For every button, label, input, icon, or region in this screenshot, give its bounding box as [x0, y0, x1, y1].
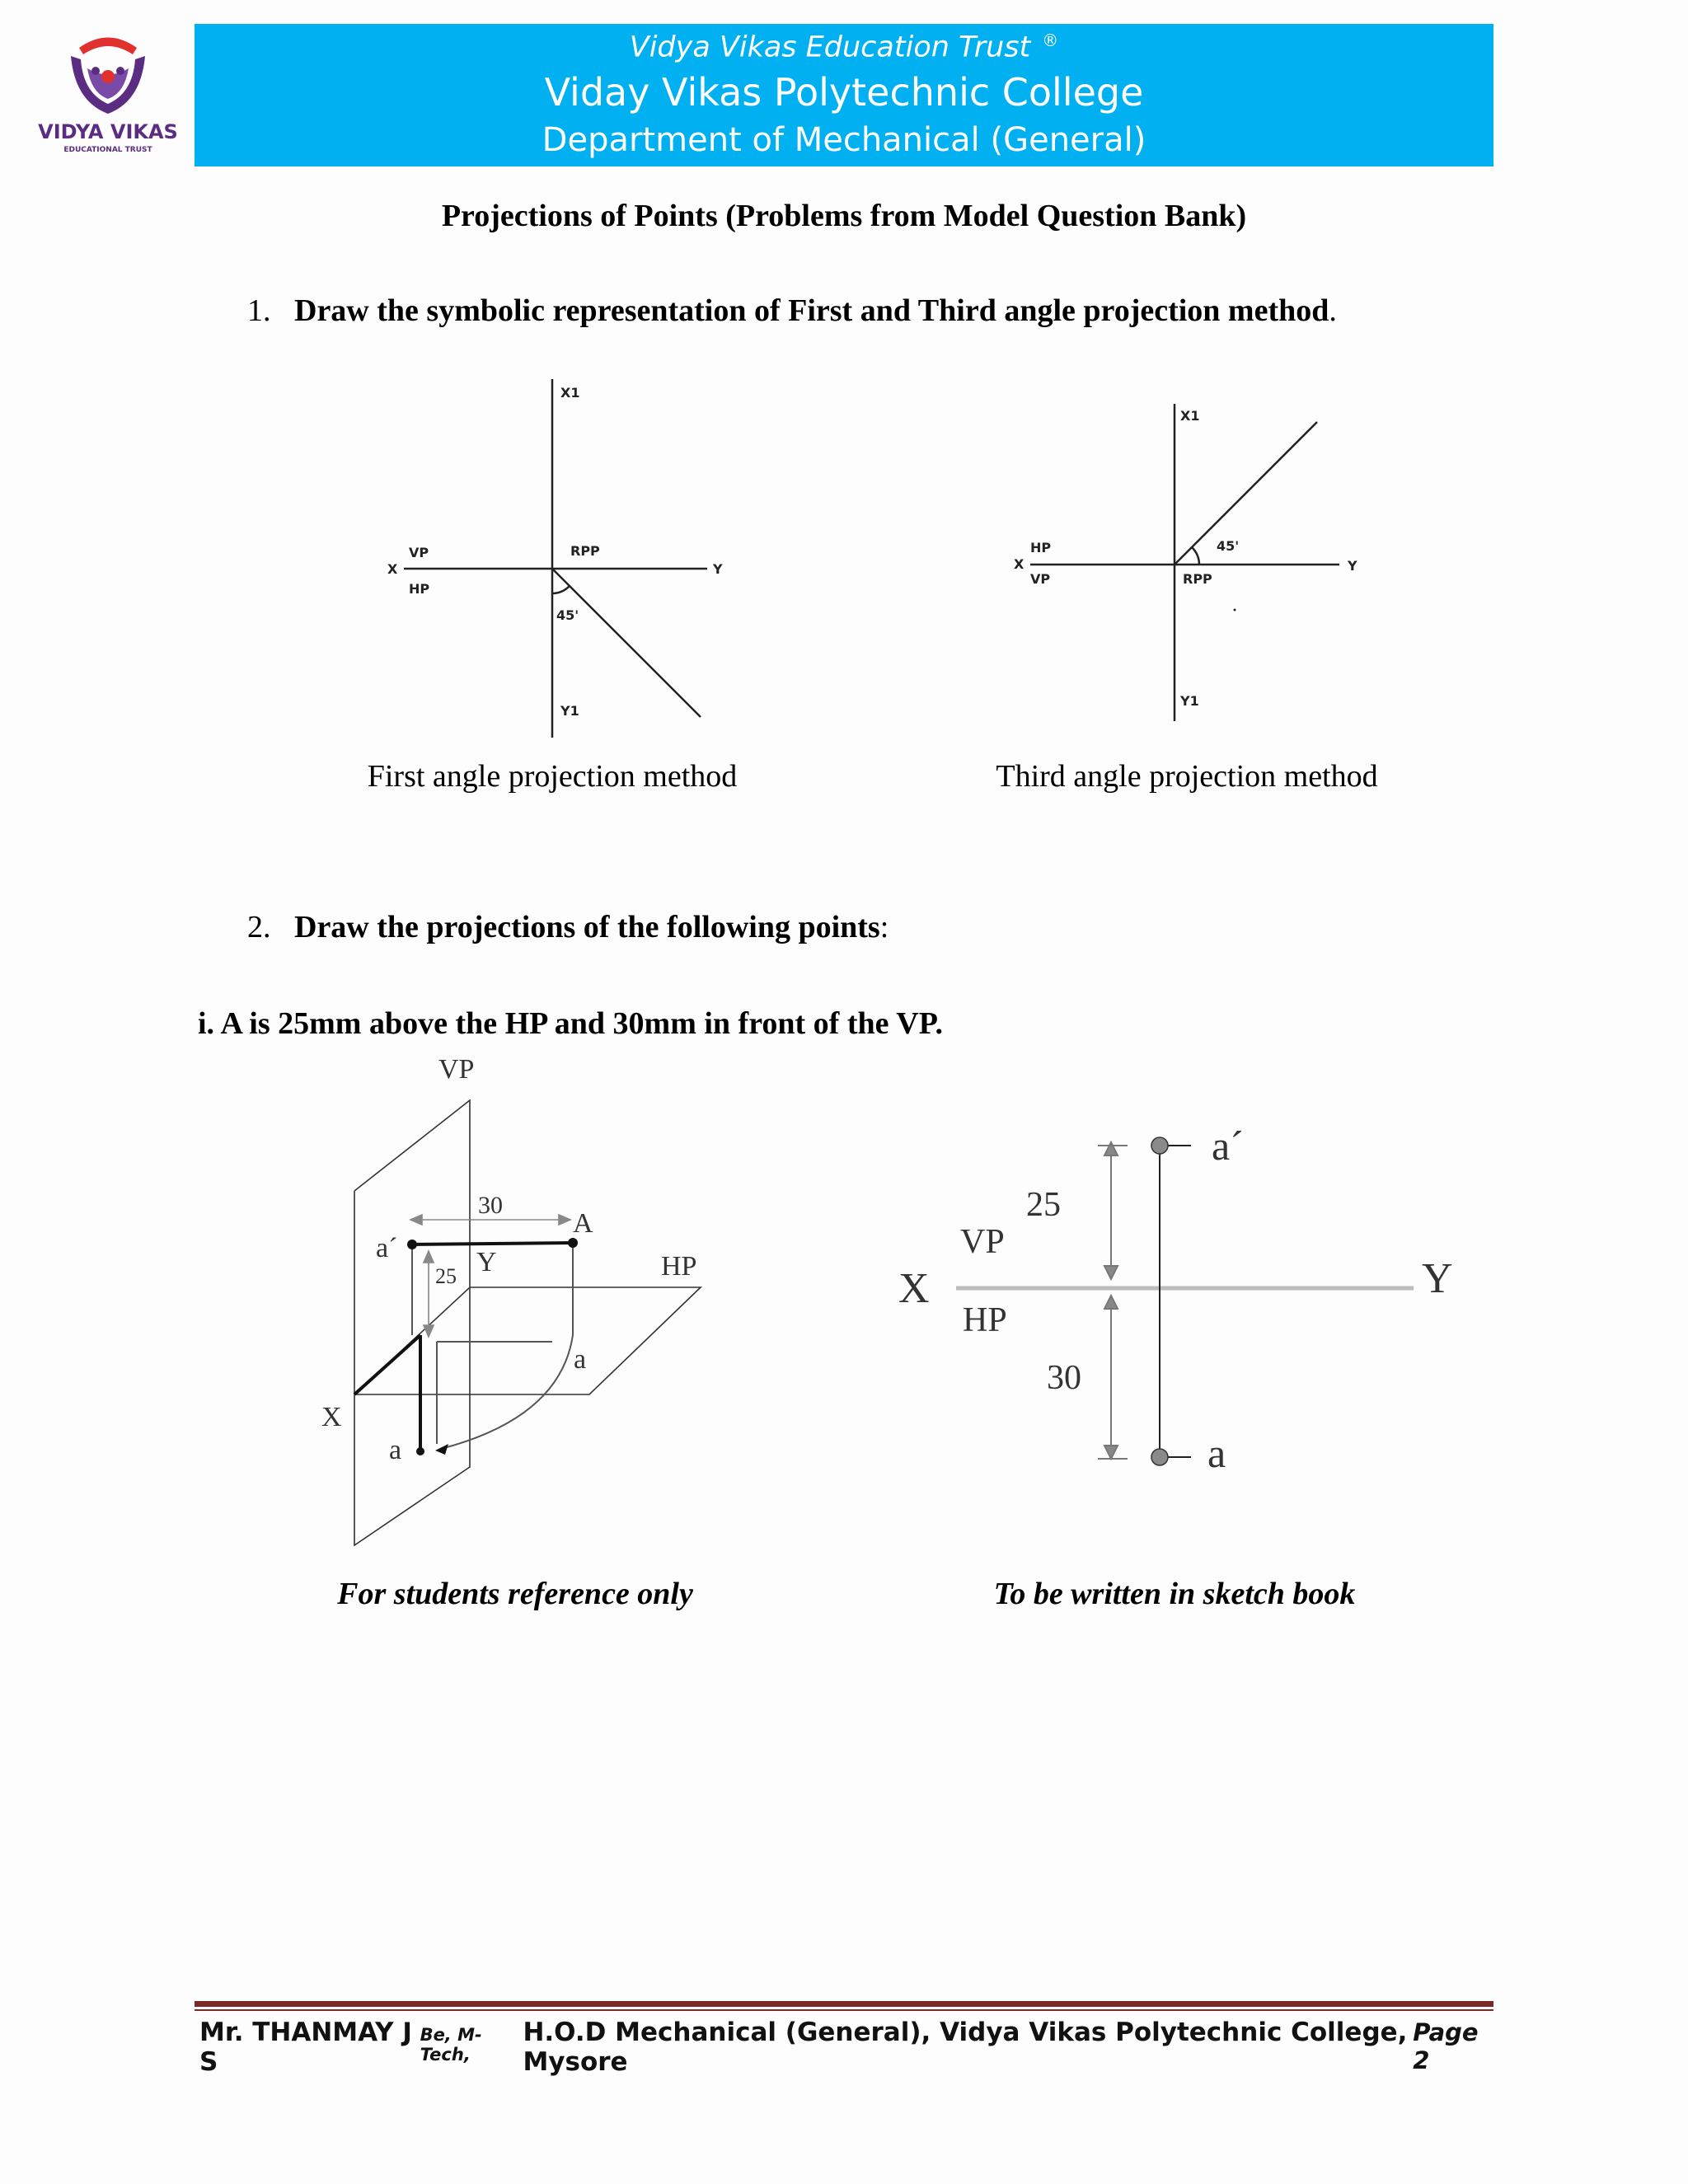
label-y: Y	[1422, 1255, 1453, 1302]
label-x1: X1	[1180, 408, 1200, 424]
page-title: Projections of Points (Problems from Model Question Bank)	[441, 199, 1247, 233]
label-hp: HP	[963, 1301, 1007, 1339]
third-angle-diagram	[1014, 404, 1376, 725]
label-y1: Y1	[560, 703, 579, 719]
label-x: X	[387, 561, 398, 577]
label-vp: VP	[960, 1223, 1005, 1261]
question-2-text: Draw the projections of the following points	[294, 910, 880, 944]
label-vp: VP	[1030, 571, 1051, 587]
label-x1: X1	[560, 385, 580, 401]
dimension-25: 25	[1026, 1186, 1061, 1224]
label-angle: 45'	[556, 607, 579, 623]
question-2-number: 2.	[247, 910, 271, 944]
figure-1-caption: First angle projection method	[367, 759, 738, 794]
question-1-text: Draw the symbolic representation of First and Third angle projection method	[294, 293, 1329, 328]
orthographic-diagram	[890, 1113, 1467, 1492]
footer-author: Mr. THANMAY J S	[199, 2018, 412, 2077]
header-banner	[195, 24, 1493, 166]
label-vp: VP	[438, 1055, 475, 1085]
college-name: Viday Vikas Polytechnic College	[544, 70, 1144, 115]
label-x: X	[898, 1265, 930, 1312]
footer-rule	[195, 2001, 1493, 2007]
footer-degrees: Be, M-Tech,	[420, 2025, 482, 2064]
footer-details: H.O.D Mechanical (General), Vidya Vikas Polytechnic College, Mysore	[523, 2018, 1408, 2077]
footer	[199, 2018, 1493, 2077]
label-y: Y	[476, 1247, 497, 1277]
sub-question-i: i. A is 25mm above the HP and 30mm in front of the VP.	[198, 1006, 943, 1041]
label-y: Y	[1348, 558, 1357, 574]
logo-text: VIDYA VIKAS	[38, 120, 178, 143]
label-y: Y	[713, 561, 723, 577]
footer-rule-thin	[195, 2009, 1493, 2011]
label-front-view: a´	[1212, 1122, 1244, 1169]
figure-3-caption: For students reference only	[337, 1577, 693, 1611]
department-name: Department of Mechanical (General)	[542, 121, 1146, 159]
label-x: X	[1014, 556, 1025, 572]
label-x: X	[321, 1402, 342, 1432]
label-vp: VP	[409, 545, 429, 560]
pictorial-diagram	[313, 1055, 725, 1558]
label-hp: HP	[409, 581, 430, 597]
label-top-view: a	[389, 1435, 402, 1465]
dimension-30: 30	[478, 1192, 503, 1219]
label-hp-point: a	[574, 1344, 587, 1375]
dimension-25: 25	[435, 1264, 457, 1288]
dimension-30: 30	[1047, 1359, 1081, 1397]
logo-subtext: EDUCATIONAL TRUST	[63, 146, 152, 154]
figure-4-caption: To be written in sketch book	[993, 1577, 1356, 1611]
label-angle: 45'	[1217, 538, 1240, 554]
page-number: Page 2	[1413, 2018, 1479, 2074]
trust-name: Vidya Vikas Education Trust ®	[629, 30, 1059, 64]
first-angle-diagram	[379, 379, 742, 742]
question-2: 2. Draw the projections of the following points:	[247, 910, 889, 944]
question-1: 1. Draw the symbolic representation of First and Third angle projection method.	[247, 293, 1337, 328]
college-logo	[30, 31, 186, 155]
label-hp: HP	[1030, 540, 1052, 555]
label-hp: HP	[661, 1251, 697, 1282]
label-rpp: RPP	[1183, 571, 1212, 587]
registered-mark: ®	[1042, 30, 1059, 50]
label-point-a: A	[573, 1208, 593, 1239]
label-top-view: a	[1207, 1430, 1226, 1476]
label-rpp: RPP	[570, 543, 600, 559]
figure-2-caption: Third angle projection method	[996, 759, 1378, 794]
question-1-number: 1.	[247, 293, 271, 328]
label-y1: Y1	[1180, 693, 1199, 709]
label-front-view: a´	[376, 1233, 398, 1263]
